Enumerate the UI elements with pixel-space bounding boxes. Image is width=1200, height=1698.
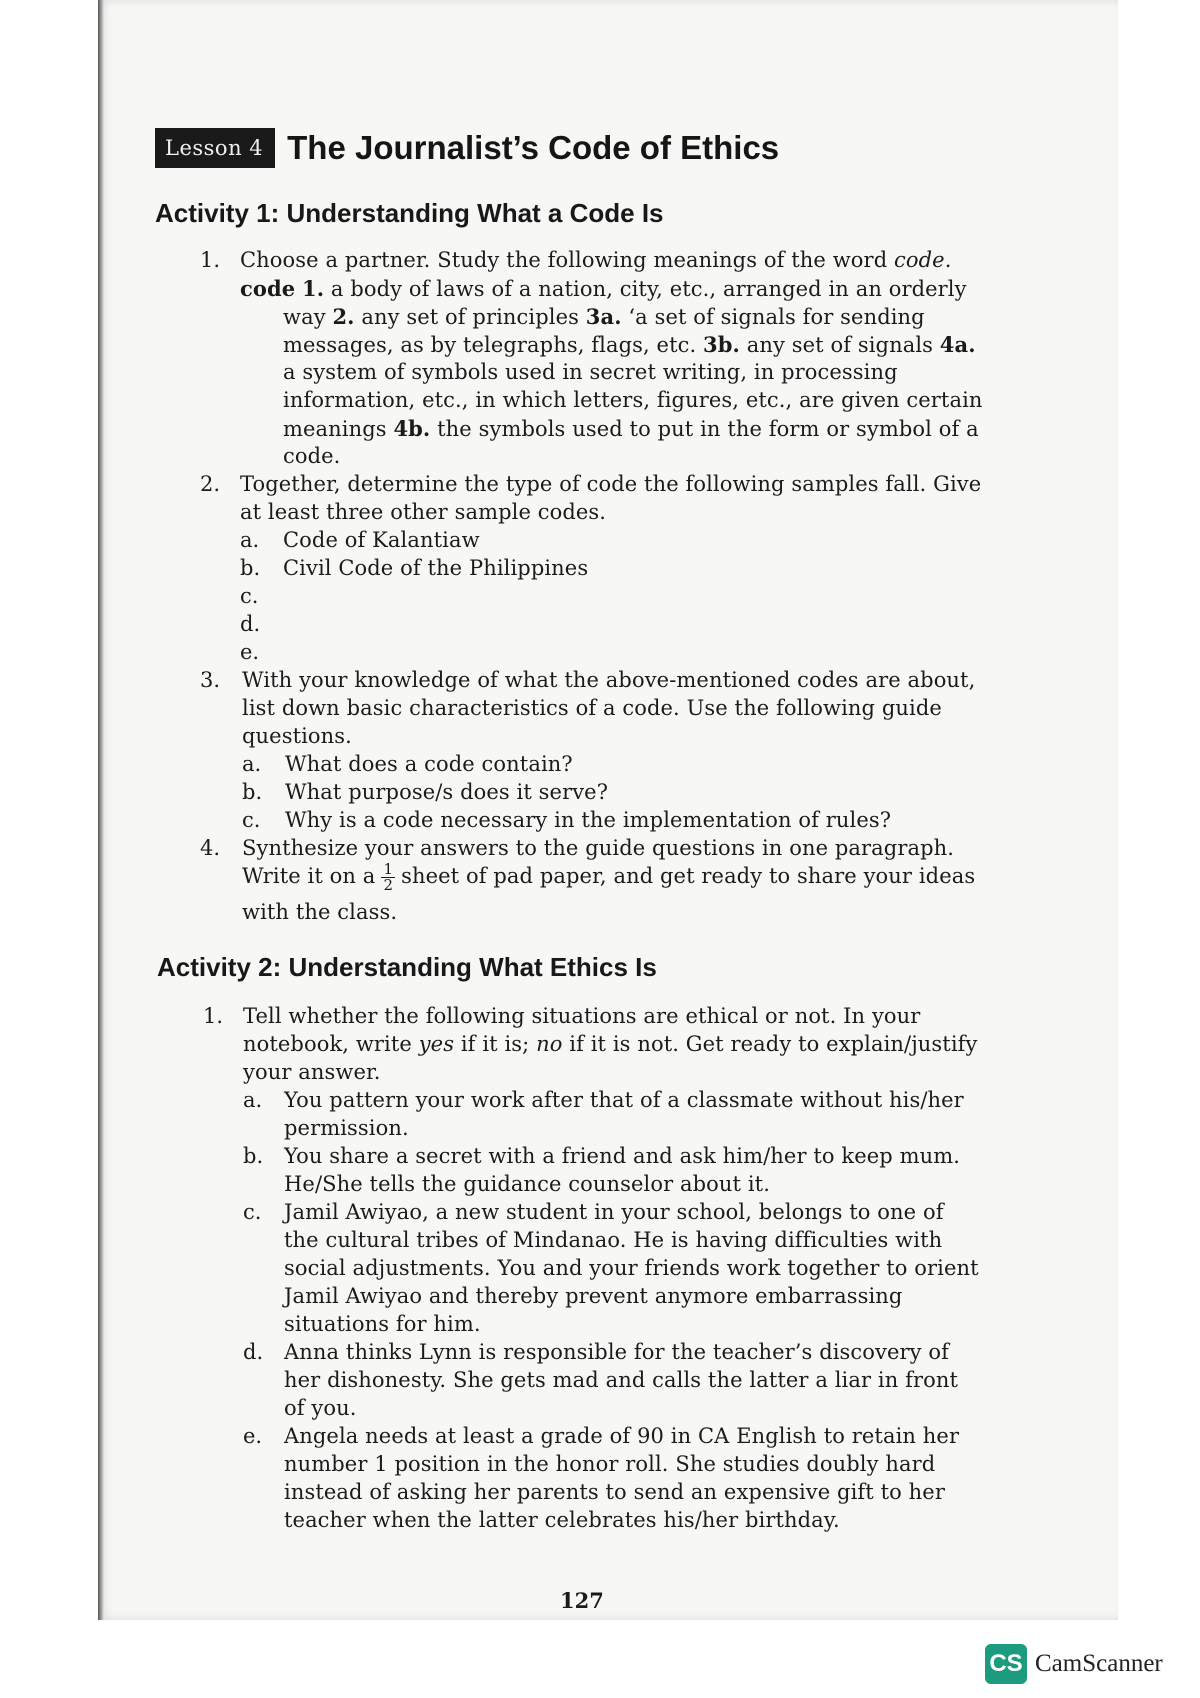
situation-e-line: number 1 position in the honor roll. She studies doubly hard xyxy=(284,1452,936,1476)
situation-letter: a. xyxy=(243,1088,263,1112)
camscanner-icon: CS xyxy=(985,1644,1027,1684)
instruction-text: if it is; xyxy=(454,1032,537,1056)
lesson-badge: Lesson 4 xyxy=(155,128,275,168)
definition-number: 3b. xyxy=(703,332,740,357)
definition-headword: code xyxy=(240,276,296,301)
activity-2-item-1-number: 1. xyxy=(203,1004,224,1028)
definition-number: 1. xyxy=(302,276,325,301)
item-4-line-3: with the class. xyxy=(242,900,398,924)
situation-d-line: Anna thinks Lynn is responsible for the teacher’s discovery of xyxy=(284,1340,950,1364)
item-3-number: 3. xyxy=(200,668,221,692)
item-2-line-2: at least three other sample codes. xyxy=(240,500,607,524)
item-3-sub-text: What purpose/s does it serve? xyxy=(285,780,609,804)
definition-line-4: a system of symbols used in secret writing, in processing xyxy=(283,360,898,384)
definition-text: the symbols used to put in the form or symbol of a xyxy=(430,417,979,441)
item-4-text: Write it on a xyxy=(242,864,376,888)
camscanner-logo xyxy=(985,1644,1163,1684)
situation-a-line: You pattern your work after that of a classmate without his/her xyxy=(284,1088,964,1112)
answer-no-word: no xyxy=(536,1032,563,1056)
situation-letter: e. xyxy=(243,1424,263,1448)
item-3-sub-text: Why is a code necessary in the implementation of rules? xyxy=(285,808,892,832)
situation-c-line: Jamil Awiyao, a new student in your school, belongs to one of xyxy=(284,1200,944,1224)
page-edge-shadow xyxy=(98,0,104,1620)
fraction-denominator: 2 xyxy=(383,876,394,894)
definition-line-6 xyxy=(283,416,979,441)
item-3-line-2: list down basic characteristics of a code. Use the following guide xyxy=(242,696,942,720)
item-4-line-1: Synthesize your answers to the guide questions in one paragraph. xyxy=(242,836,955,860)
item-3-sub-letter: a. xyxy=(242,752,262,776)
page-number: 127 xyxy=(560,1588,604,1613)
definition-number: 4a. xyxy=(939,332,976,357)
item-2-line-1: Together, determine the type of code the following samples fall. Give xyxy=(240,472,982,496)
situation-c-line: situations for him. xyxy=(284,1312,481,1336)
item-4-text: sheet of pad paper, and get ready to share your ideas xyxy=(401,864,976,888)
definition-line-2 xyxy=(283,304,925,329)
item-3-sub-letter: b. xyxy=(242,780,263,804)
item-2-sub-letter: a. xyxy=(240,528,260,552)
situation-letter: d. xyxy=(243,1340,264,1364)
item-3-sub-text: What does a code contain? xyxy=(285,752,573,776)
activity-2-item-1-line-2 xyxy=(243,1032,978,1056)
situation-e-line: Angela needs at least a grade of 90 in CA English to retain her xyxy=(284,1424,960,1448)
definition-text: ‘a set of signals for sending xyxy=(621,305,925,329)
definition-number: 2. xyxy=(332,304,355,329)
answer-yes-word: yes xyxy=(418,1032,455,1056)
lesson-title: The Journalist’s Code of Ethics xyxy=(287,129,780,166)
item-2-sub-letter: e. xyxy=(240,640,260,664)
definition-number: 3a. xyxy=(585,304,622,329)
situation-b-line: You share a secret with a friend and ask him/her to keep mum. xyxy=(284,1144,961,1168)
definition-text: a body of laws of a nation, city, etc., arranged in an orderly xyxy=(324,277,967,301)
item-4-number: 4. xyxy=(200,836,221,860)
definition-text: meanings xyxy=(283,417,394,441)
situation-d-line: of you. xyxy=(284,1396,357,1420)
situation-e-line: teacher when the latter celebrates his/her birthday. xyxy=(284,1508,840,1532)
activity-2-item-1-line-3: your answer. xyxy=(243,1060,381,1084)
item-1-intro-word: code. xyxy=(894,248,952,272)
activity-1-heading: Activity 1: Understanding What a Code Is xyxy=(155,198,664,228)
definition-line-7: code. xyxy=(283,444,341,468)
item-2-sub-text: Code of Kalantiaw xyxy=(283,528,480,552)
situation-a-line: permission. xyxy=(284,1116,409,1140)
instruction-text: if it is not. Get ready to explain/justify xyxy=(562,1032,978,1056)
situation-e-line: instead of asking her parents to send an expensive gift to her xyxy=(284,1480,945,1504)
situation-c-line: Jamil Awiyao and thereby prevent anymore embarrassing xyxy=(284,1284,903,1308)
situation-letter: b. xyxy=(243,1144,264,1168)
item-2-sub-letter: b. xyxy=(240,556,261,580)
item-4-line-2 xyxy=(242,858,975,894)
definition-text: any set of signals xyxy=(739,333,940,357)
definition-line-5: information, etc., in which letters, figures, etc., are given certain xyxy=(283,388,983,412)
item-3-sub-letter: c. xyxy=(242,808,261,832)
situation-letter: c. xyxy=(243,1200,262,1224)
activity-2-item-1-line-1: Tell whether the following situations are ethical or not. In your xyxy=(243,1004,921,1028)
item-2-sub-letter: d. xyxy=(240,612,261,636)
definition-text: way xyxy=(283,305,333,329)
situation-c-line: the cultural tribes of Mindanao. He is having difficulties with xyxy=(284,1228,943,1252)
definition-line-3 xyxy=(283,332,976,357)
item-1-line-1 xyxy=(240,248,951,272)
activity-2-heading: Activity 2: Understanding What Ethics Is xyxy=(157,952,657,982)
item-3-line-3: questions. xyxy=(242,724,352,748)
situation-b-line: He/She tells the guidance counselor about it. xyxy=(284,1172,770,1196)
item-2-number: 2. xyxy=(200,472,221,496)
half-fraction xyxy=(381,862,395,893)
item-1-number: 1. xyxy=(200,248,221,272)
definition-text: any set of principles xyxy=(354,305,586,329)
situation-d-line: her dishonesty. She gets mad and calls the latter a liar in front xyxy=(284,1368,959,1392)
item-2-sub-text: Civil Code of the Philippines xyxy=(283,556,589,580)
definition-number: 4b. xyxy=(393,416,431,441)
lesson-header xyxy=(155,128,779,168)
definition-line-1 xyxy=(240,276,967,301)
item-3-line-1: With your knowledge of what the above-mentioned codes are about, xyxy=(242,668,976,692)
situation-c-line: social adjustments. You and your friends work together to orient xyxy=(284,1256,979,1280)
definition-text: messages, as by telegraphs, flags, etc. xyxy=(283,333,704,357)
item-2-sub-letter: c. xyxy=(240,584,259,608)
instruction-text: notebook, write xyxy=(243,1032,419,1056)
fraction-numerator: 1 xyxy=(383,860,394,878)
item-1-intro-text: Choose a partner. Study the following meanings of the word xyxy=(240,248,895,272)
camscanner-name: CamScanner xyxy=(1035,1650,1163,1677)
